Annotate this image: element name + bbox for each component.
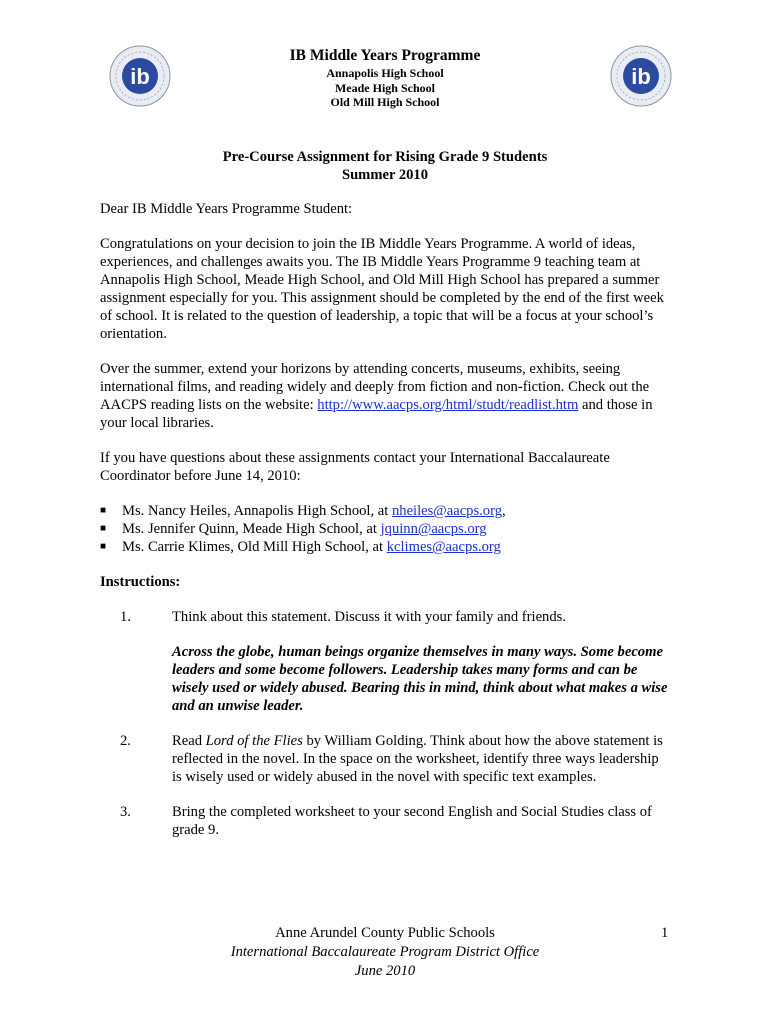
step-number: 3. bbox=[120, 804, 131, 820]
letter-body bbox=[100, 200, 672, 856]
step-text-part: by William Golding. Think about how the above statement is reflected in the novel. In the space on the worksheet, identify three ways leadership is wisely used or widely abused in the novel with specific text examples. bbox=[172, 733, 663, 785]
logo-text: ib bbox=[130, 64, 150, 89]
list-item bbox=[100, 520, 672, 538]
step-text bbox=[172, 732, 672, 786]
bullet-icon: ■ bbox=[100, 541, 107, 552]
paragraph bbox=[100, 360, 672, 432]
document-subtitle-line: Summer 2010 bbox=[341, 167, 429, 183]
step-text: Think about this statement. Discuss it with your family and friends. bbox=[172, 609, 566, 625]
step-number: 2. bbox=[120, 733, 131, 749]
instruction-step bbox=[100, 732, 672, 786]
school-name: Meade High School bbox=[334, 80, 435, 95]
footer-org: Anne Arundel County Public Schools bbox=[275, 925, 495, 941]
contact-text: Ms. Carrie Klimes, Old Mill High School, at bbox=[122, 539, 387, 555]
contact-text: Ms. Nancy Heiles, Annapolis High School, at bbox=[122, 503, 392, 519]
paragraph-text: and those in your local libraries. bbox=[100, 397, 653, 431]
logo-text: ib bbox=[631, 64, 651, 89]
contact-list bbox=[100, 502, 672, 556]
footer-office: International Baccalaureate Program District Office bbox=[230, 944, 540, 960]
instruction-step bbox=[100, 803, 672, 839]
paragraph: If you have questions about these assignments contact your International Baccalaureate Coordinator before June 14, 2010: bbox=[100, 450, 610, 484]
step-text: Bring the completed worksheet to your second English and Social Studies class of grade 9. bbox=[172, 804, 652, 838]
document-title-line: Pre-Course Assignment for Rising Grade 9 Students bbox=[222, 149, 548, 165]
instruction-step bbox=[100, 608, 672, 715]
school-name: Annapolis High School bbox=[326, 66, 444, 80]
step-number: 1. bbox=[120, 609, 131, 625]
paragraph-text: Over the summer, extend your horizons by attending concerts, museums, exhibits, seeing international films, and reading widely and deeply from fiction and non-fiction. Check out the AACPS reading lists on the website: bbox=[100, 361, 650, 413]
step-text-part: Read bbox=[172, 733, 206, 749]
leadership-statement: Across the globe, human beings organize themselves in many ways. Some become leaders and some become followers. Leadership takes many forms and can be wisely used or widely abused. Bearing this in mind, think about what makes a wise and an unwise leader. bbox=[172, 644, 668, 714]
letterhead bbox=[0, 46, 770, 110]
salutation: Dear IB Middle Years Programme Student: bbox=[100, 201, 353, 217]
list-item bbox=[100, 502, 672, 520]
paragraph: Congratulations on your decision to join the IB Middle Years Programme. A world of ideas, experiences, and challenges awaits you. The IB Middle Years Programme 9 teaching team at Annapolis High School, Meade High School, and Old Mill High School has prepared a summer assignment especially for you. This assignment should be completed by the end of the first week of school. It is related to the question of leadership, a topic that will be a focus at your school’s orientation. bbox=[100, 236, 664, 342]
bullet-icon: ■ bbox=[100, 523, 107, 534]
reading-list-link[interactable]: http://www.aacps.org/html/studt/readlist.htm bbox=[317, 397, 579, 413]
contact-text: , bbox=[502, 503, 506, 519]
instructions-heading: Instructions: bbox=[100, 574, 181, 590]
book-title: Lord of the Flies bbox=[205, 733, 303, 749]
document-title bbox=[0, 148, 770, 184]
footer-date: June 2010 bbox=[354, 963, 416, 979]
contact-text: Ms. Jennifer Quinn, Meade High School, at bbox=[122, 521, 381, 537]
email-link[interactable]: jquinn@aacps.org bbox=[380, 521, 487, 537]
list-item bbox=[100, 538, 672, 556]
footer bbox=[0, 924, 770, 981]
email-link[interactable]: nheiles@aacps.org bbox=[391, 503, 502, 519]
email-link[interactable]: kclimes@aacps.org bbox=[386, 539, 501, 555]
page-number: 1 bbox=[661, 925, 669, 941]
program-title: IB Middle Years Programme bbox=[289, 47, 481, 64]
bullet-icon: ■ bbox=[100, 505, 107, 516]
school-name: Old Mill High School bbox=[330, 95, 440, 109]
